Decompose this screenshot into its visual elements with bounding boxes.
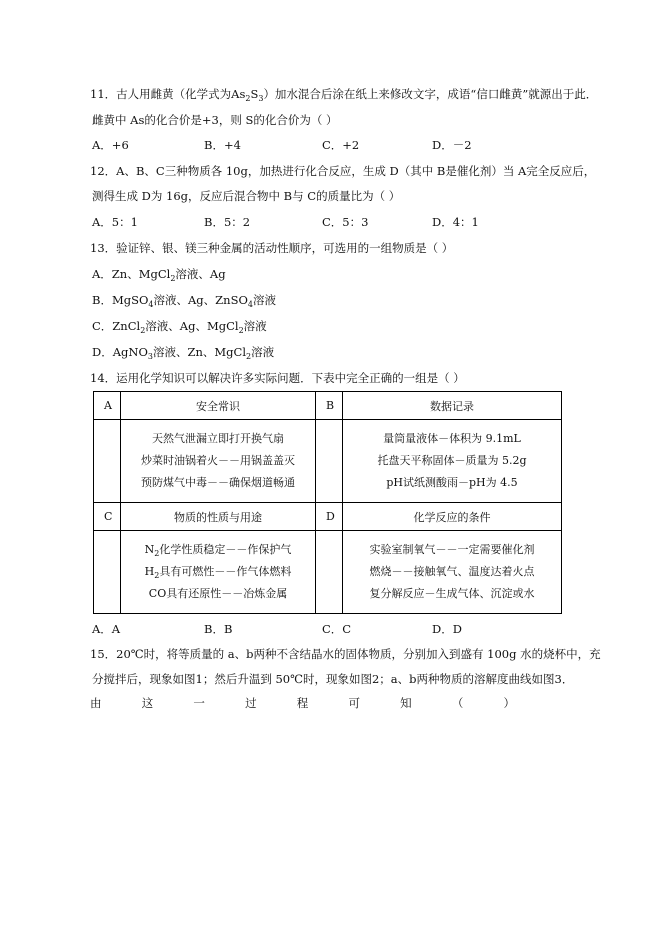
- table-header-safety: 安全常识: [121, 392, 316, 420]
- q14-stem: 14．运用化学知识可以解决许多实际问题．下表中完全正确的一组是（ ）: [90, 371, 465, 385]
- q11-stem-line1: 11．古人用雌黄（化学式为$As_2S_3$）加水混合后涂在纸上来修改文字，成语“信口雌黄”就源出于此．: [90, 87, 598, 103]
- data-line-2: 托盘天平称固体－质量为 5.2g: [377, 454, 527, 467]
- q12-stem-line2: 测得生成 D为 16g，反应后混合物中 B与 C的质量比为（ ）: [92, 189, 401, 203]
- data-line-3: pH试纸测酸雨－pH为 4.5: [386, 476, 518, 489]
- safety-line-3: 预防煤气中毒－－确保烟道畅通: [141, 476, 295, 489]
- table-blank-a: [94, 420, 121, 503]
- q13-option-b: B．MgSO$_4$溶液、Ag、ZnSO$_4$溶液: [92, 293, 276, 309]
- q11-option-a: A．+6: [92, 138, 129, 152]
- q15-stem-line1: 15．20℃时，将等质量的 a、b两种不含结晶水的固体物质，分别加入到盛有 100g 水的烧杯中，充: [90, 647, 601, 661]
- q11-option-c: C．+2: [322, 138, 360, 152]
- q12-stem-line1: 12．A、B、C三种物质各 10g，加热进行化合反应，生成 D（其中 B是催化剂）当 A完全反应后，: [90, 164, 596, 178]
- data-line-1: 量筒量液体－体积为 9.1mL: [383, 432, 521, 445]
- table-header-conditions: 化学反应的条件: [343, 503, 562, 531]
- q11-option-b: B．+4: [204, 138, 241, 152]
- conditions-line-1: 实验室制氧气－－一定需要催化剂: [369, 543, 535, 556]
- q14-option-b: B．B: [204, 622, 233, 636]
- conditions-line-3: 复分解反应－生成气体、沉淀或水: [369, 587, 535, 600]
- table-blank-b: [316, 420, 343, 503]
- properties-line-1: $N_2$化学性质稳定－－作保护气: [144, 543, 292, 558]
- q11-stem-line2: 雌黄中 As的化合价是+3，则 S的化合价为（ ）: [92, 113, 338, 127]
- properties-line-3: CO具有还原性－－冶炼金属: [148, 587, 288, 600]
- q13-option-c: C．ZnCl$_2$溶液、Ag、MgCl$_2$溶液: [92, 319, 267, 335]
- conditions-line-2: 燃烧－－接触氧气、温度达着火点: [369, 565, 535, 578]
- q13-option-d: D．AgNO$_3$溶液、Zn、MgCl$_2$溶液: [92, 345, 275, 361]
- q12-option-c: C．5：3: [322, 215, 369, 229]
- table-label-b: B: [316, 392, 343, 420]
- table-blank-d: [316, 531, 343, 614]
- q12-option-b: B．5：2: [204, 215, 251, 229]
- q14-option-a: A．A: [92, 622, 121, 636]
- table-cell-properties: [121, 531, 316, 614]
- q14-option-c: C．C: [322, 622, 352, 636]
- table-label-c: C: [94, 503, 121, 531]
- table-cell-data: [343, 420, 562, 503]
- table-blank-c: [94, 531, 121, 614]
- q11-option-d: D．－2: [432, 138, 472, 152]
- q15-stem-line3: 由 这 一 过 程 可 知 （ ）: [90, 696, 515, 710]
- table-cell-safety: [121, 420, 316, 503]
- table-cell-conditions: [343, 531, 562, 614]
- q14-option-d: D．D: [432, 622, 462, 636]
- knowledge-table: [93, 391, 562, 614]
- safety-line-1: 天然气泄漏立即打开换气扇: [152, 432, 284, 445]
- q13-option-a: A．Zn、MgCl$_2$溶液、Ag: [92, 267, 226, 283]
- table-header-data: 数据记录: [343, 392, 562, 420]
- properties-line-2: $H_2$具有可燃性－－作气体燃料: [144, 565, 292, 580]
- table-header-properties: 物质的性质与用途: [121, 503, 316, 531]
- q15-stem-line2: 分搅拌后，现象如图1；然后升温到 50℃时，现象如图2；a、b两种物质的溶解度曲线如图3．: [92, 672, 574, 686]
- safety-line-2: 炒菜时油锅着火－－用锅盖盖灭: [141, 454, 295, 467]
- q12-option-a: A．5：1: [92, 215, 138, 229]
- q12-option-d: D．4：1: [432, 215, 479, 229]
- q13-stem: 13．验证锌、银、镁三种金属的活动性顺序，可选用的一组物质是（ ）: [90, 241, 454, 255]
- table-label-a: A: [94, 392, 121, 420]
- table-label-d: D: [316, 503, 343, 531]
